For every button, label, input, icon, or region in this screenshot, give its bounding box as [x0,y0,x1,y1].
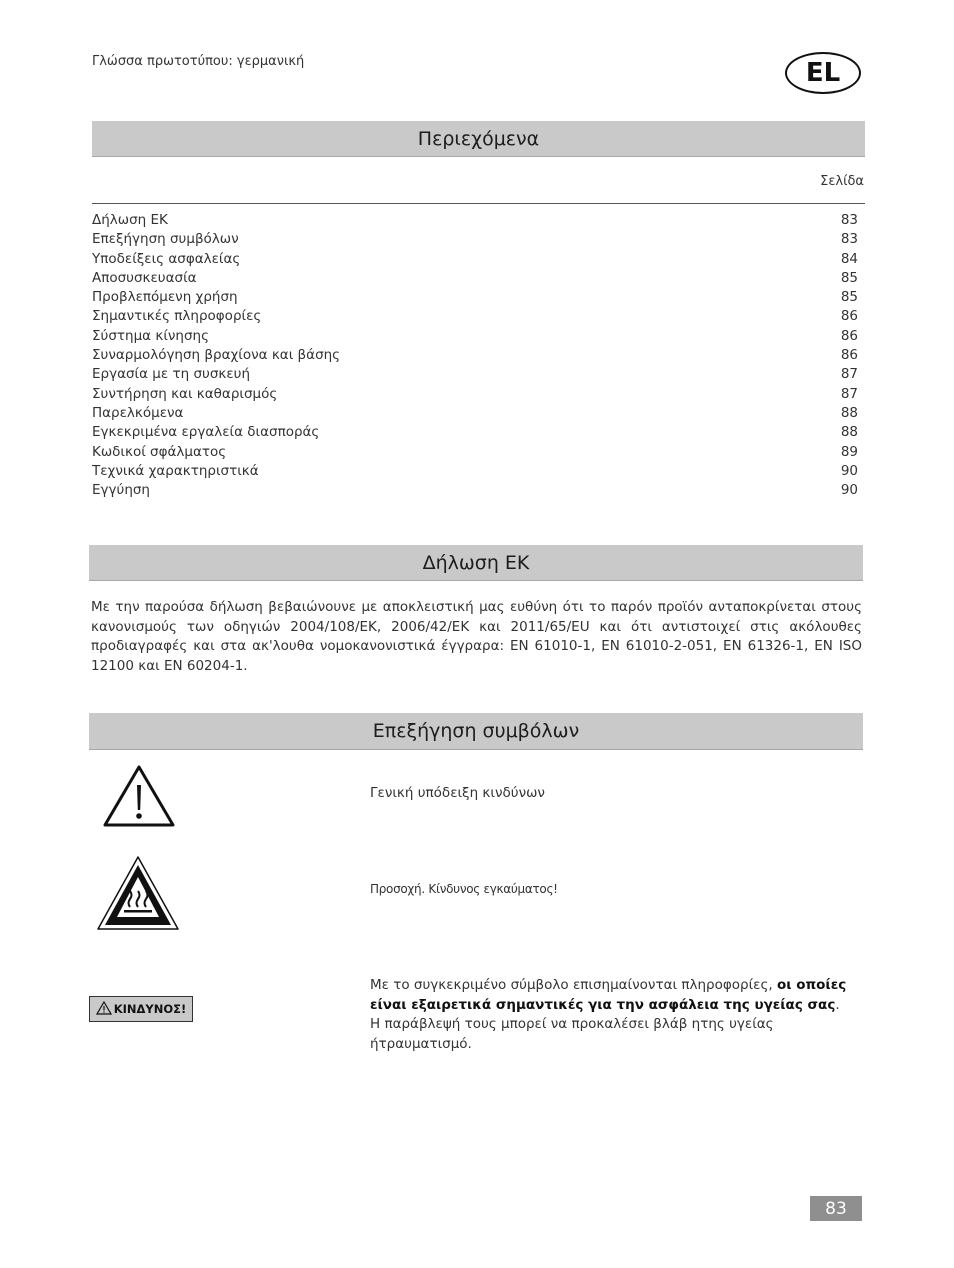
toc-entry-page: 86 [840,347,858,364]
toc-entry-label: Εγγύηση [92,482,150,499]
toc-entry-label: Παρελκόμενα [92,404,184,421]
toc-entry-page: 86 [840,327,858,344]
toc-entry-label: Σημαντικές πληροφορίες [92,308,262,325]
toc-entry-page: 90 [840,462,858,479]
toc-entry[interactable] [92,230,858,249]
hot-surface-icon [96,855,180,935]
danger-label [89,996,193,1022]
table-of-contents [92,211,858,500]
toc-entry[interactable] [92,385,858,404]
contents-heading: Περιεχόμενα [92,121,865,157]
general-hazard-text: Γενική υπόδειξη κινδύνων [370,785,545,801]
toc-entry-page: 83 [840,231,858,248]
toc-entry-page: 83 [840,212,858,228]
danger-description [370,976,862,1054]
warning-triangle-icon [96,1001,112,1018]
toc-entry[interactable] [92,211,858,230]
danger-label-text: ΚΙΝΔΥΝΟΣ! [113,1002,187,1016]
toc-entry-page: 87 [840,385,858,402]
page-number: 83 [810,1196,862,1221]
toc-entry-label: Τεχνικά χαρακτηριστικά [92,462,259,479]
danger-text-bold: οι οποίες είναι εξαιρετικά σημαντικές για την ασφάλεια της υγείας σας [370,977,847,1013]
toc-entry-page: 87 [840,366,858,383]
toc-entry[interactable] [92,481,858,500]
declaration-heading: Δήλωση ΕΚ [89,545,863,581]
original-language-note: Γλώσσα πρωτοτύπου: γερμανική [92,54,305,69]
toc-entry-label: Υποδείξεις ασφαλείας [92,250,241,267]
toc-entry-page: 88 [840,404,858,421]
toc-entry-label: Εγκεκριμένα εργαλεία διασποράς [92,424,320,441]
toc-divider [92,203,865,204]
toc-entry[interactable] [92,404,858,423]
toc-entry[interactable] [92,288,858,307]
danger-text-3: Η παράβλεψή τους μπορεί να προκαλέσει βλάβ ητης υγείας ήτραυματισμό. [370,1016,774,1052]
danger-text-2: . [835,996,840,1013]
toc-entry-label: Εργασία με τη συσκευή [92,366,250,383]
danger-text-1: Με το συγκεκριμένο σύμβολο επισημαίνονται πληροφορίες, [370,977,777,993]
symbols-heading: Επεξήγηση συμβόλων [89,713,863,750]
toc-entry-label: Επεξήγηση συμβόλων [92,231,239,248]
toc-entry[interactable] [92,443,858,462]
toc-entry-label: Αποσυσκευασία [92,269,197,286]
toc-entry[interactable] [92,250,858,269]
toc-entry-page: 89 [840,443,858,460]
toc-entry-label: Προβλεπόμενη χρήση [92,289,238,306]
toc-entry-page: 85 [840,289,858,306]
page-column-label: Σελίδα [820,174,864,189]
general-hazard-icon [102,763,176,833]
toc-entry-label: Συναρμολόγηση βραχίονα και βάσης [92,347,341,364]
toc-entry[interactable] [92,307,858,326]
toc-entry[interactable] [92,327,858,346]
toc-entry[interactable] [92,462,858,481]
toc-entry[interactable] [92,269,858,288]
toc-entry-label: Σύστημα κίνησης [92,327,210,344]
declaration-text: Με την παρούσα δήλωση βεβαιώνουνε με αποκλειστική μας ευθύνη ότι το παρόν προϊόν ανταποκρίνεται στους κανονισμούς των οδηγιών 2004/108/ΕΚ, 2006/42/ΕΚ και 2011/65/EU και ότι αντιστοιχεί στις ακόλουθες προδιαγραφές και στα ακ'λουθα νομοκανονιστικά έγγραρα: EN 61010-1, EN 61010-2-051, EN 61326-1, EN ISO 12100 και EN 60204-1. [91,599,862,674]
toc-entry-label: Δήλωση ΕΚ [92,212,168,228]
toc-entry[interactable] [92,346,858,365]
burn-hazard-text: Προσοχή. Κίνδυνος εγκαύματος! [370,882,558,896]
toc-entry-label: Κωδικοί σφάλματος [92,443,227,460]
language-badge: EL [785,52,861,94]
toc-entry-page: 88 [840,424,858,441]
toc-entry-page: 90 [840,482,858,499]
toc-entry[interactable] [92,365,858,384]
toc-entry-page: 84 [840,250,858,267]
toc-entry-page: 85 [840,269,858,286]
toc-entry[interactable] [92,423,858,442]
toc-entry-label: Συντήρηση και καθαρισμός [92,385,278,402]
toc-entry-page: 86 [840,308,858,325]
